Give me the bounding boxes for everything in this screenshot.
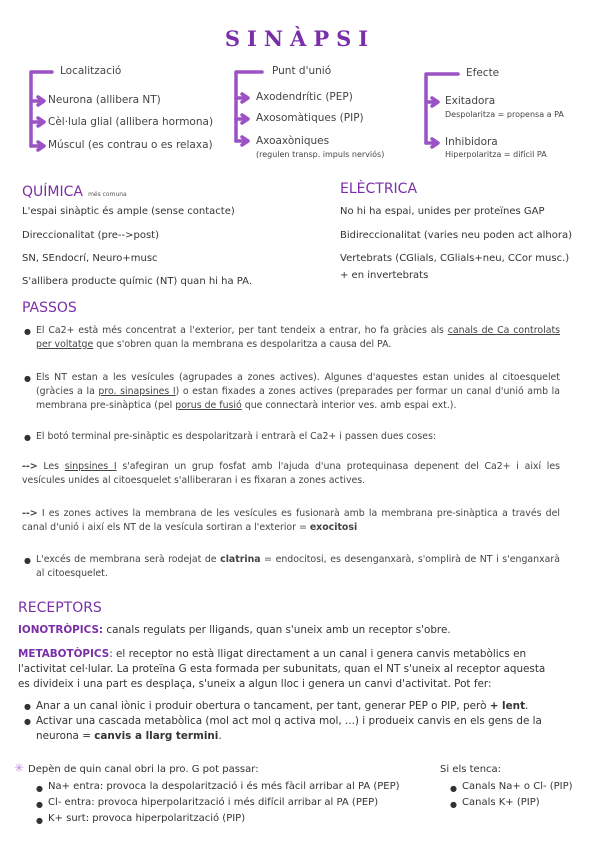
quimica-line: S'allibera producte químic (NT) quan hi ha PA. (22, 276, 253, 287)
branch-item: Inhibidora (445, 136, 498, 148)
electrica-heading: ELÈCTRICA (340, 181, 418, 197)
depen-item: Cl- entra: provoca hiperpolarització i més difícil arribar al PA (PEP) (48, 797, 379, 808)
bracket-punt-unio (236, 72, 262, 141)
branch-item: Axosomàtiques (PIP) (256, 112, 364, 124)
quimica-note: més comuna (88, 191, 127, 198)
electrica-line: No hi ha espai, unides per proteïnes GAP (340, 206, 545, 217)
branch-heading-localitzacio: Localització (60, 65, 122, 77)
passos-heading: PASSOS (22, 300, 77, 316)
bullet: ● (24, 717, 31, 726)
passos-paragraph: El botó terminal pre-sinàptic es despolaritzarà i entrarà el Ca2+ i passen dues coses: (36, 431, 437, 442)
passos-paragraph: Els NT estan a les vesícules (agrupades a zones actives). Algunes d'aquestes estan unides al citoesquelet (gràcies a la pro. sinapsines I) o estan fixades a zones actives (preparades per formar un canal d'unió amb la membrana pre-sinàptica (pel porus de fusió que connectarà interior ves. amb espai ext.). (36, 372, 560, 411)
quimica-line: SN, SEndocrí, Neuro+musc (22, 253, 158, 264)
bullet: ● (450, 800, 457, 809)
bullet: ● (36, 816, 43, 825)
metabotropics-bullet: Activar una cascada metabòlica (mol act mol q activa mol, ...) i produeix canvis en els gens de la neurona = canvis a llarg termini. (36, 715, 542, 742)
quimica-heading: QUÍMICA (22, 184, 83, 200)
branch-item: Neurona (allibera NT) (48, 94, 161, 106)
bracket-efecte (426, 74, 458, 143)
bullet: ● (24, 327, 31, 336)
ionotropics-line: IONOTRÒPICS: canals regulats per lligands, quan s'uneix amb un receptor s'obre. (18, 624, 451, 636)
bullet: ● (36, 784, 43, 793)
depen-line: Depèn de quin canal obri la pro. G pot passar: (28, 764, 259, 775)
branch-desc: Hiperpolaritza = difícil PA (445, 150, 547, 159)
bullet: ● (24, 556, 31, 565)
branch-heading-punt-unio: Punt d'unió (272, 65, 332, 77)
electrica-line: + en invertebrats (340, 270, 429, 281)
branch-item: Exitadora (445, 95, 496, 107)
branch-heading-efecte: Efecte (466, 67, 500, 79)
passos-arrow-paragraph: --> I es zones actives la membrana de les vesícules es fusionarà amb la membrana pre-sinàptica a través del canal d'unió i així els NT de la vesícula sortiran a l'exterior = exocitosi (22, 508, 560, 533)
branch-desc: Despolaritza = propensa a PA (445, 110, 564, 119)
depen-item: Na+ entra: provoca la despolarització i és més fàcil arribar al PA (PEP) (48, 781, 400, 792)
branch-item: Axoaxòniques (256, 135, 330, 147)
bullet: ● (24, 702, 31, 711)
quimica-header (22, 181, 127, 200)
bullet: ● (24, 433, 31, 442)
passos-arrow-paragraph: --> Les sinpsines I s'afegiran un grup fosfat amb l'ajuda d'una protequinasa depenent del Ca2+ i així les vesícules unides al citoesquelet s'alliberaran i es fixaran a zones actives. (22, 461, 561, 486)
tenca-item: Canals Na+ o Cl- (PIP) (462, 781, 573, 792)
metabotropics-paragraph: METABOTÒPICS: el receptor no està lligat directament a un canal i genera canvis metabòlics en l'activitat cel·lular. La proteïna G esta formada per subunitats, quan el NT s'uneix al receptor aquesta es divideix i una part es desplaça, s'uneix a algun lloc i genera un canvi d'activitat. Pot fer: (18, 648, 546, 690)
passos-paragraph: L'excés de membrana serà rodejat de clatrina = endocitosi, es desenganxarà, s'omplirà de NT i s'enganxarà al citoesquelet. (36, 554, 560, 579)
branch-note: (regulen transp. impuls nerviós) (256, 150, 385, 159)
electrica-line: Bidireccionalitat (varies neu poden act alhora) (340, 230, 572, 241)
quimica-line: Direccionalitat (pre-->post) (22, 230, 159, 241)
metabotropics-bullet: Anar a un canal iònic i produir obertura o tancament, per tant, generar PEP o PIP, però + lent. (36, 700, 529, 712)
branch-item: Cèl·lula glial (allibera hormona) (48, 116, 214, 128)
receptors-heading: RECEPTORS (18, 600, 102, 616)
star-icon: ✳ (14, 761, 25, 775)
bracket-localitzacio (31, 72, 52, 146)
page-title: SINÀPSI (224, 26, 376, 51)
tenca-item: Canals K+ (PIP) (462, 797, 540, 808)
electrica-line: Vertebrats (CGlials, CGlials+neu, CCor musc.) (340, 253, 570, 264)
branch-item: Múscul (es contrau o es relaxa) (48, 139, 213, 151)
depen-item: K+ surt: provoca hiperpolarització (PIP) (48, 813, 246, 824)
bullet: ● (24, 374, 31, 383)
tenca-heading: Si els tenca: (440, 764, 502, 775)
branch-item: Axodendrític (PEP) (256, 91, 353, 103)
quimica-line: L'espai sinàptic és ample (sense contacte) (22, 206, 235, 217)
bullet: ● (450, 784, 457, 793)
passos-paragraph: El Ca2+ està més concentrat a l'exterior, per tant tendeix a entrar, ho fa gràcies als canals de Ca controlats per voltatge que s'obren quan la membrana es despolaritza a causa del PA. (36, 325, 560, 350)
bullet: ● (36, 800, 43, 809)
